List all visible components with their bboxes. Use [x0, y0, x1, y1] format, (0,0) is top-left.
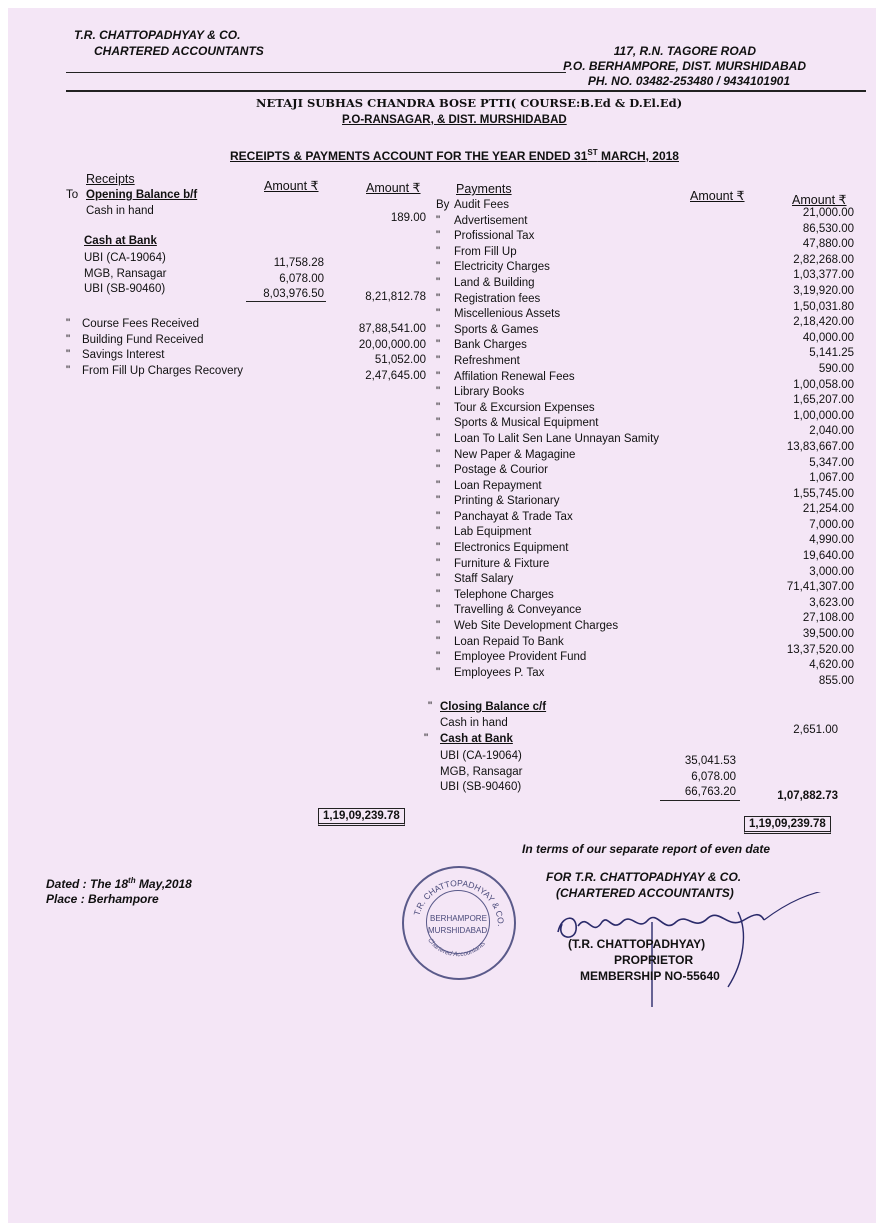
payments-item-mark: "	[436, 448, 441, 461]
payments-item-mark: "	[436, 292, 441, 305]
payments-item-amount: 21,000.00	[802, 207, 854, 219]
payments-item-label: Refreshment	[454, 354, 520, 367]
payments-bank-labels	[440, 749, 522, 796]
payments-item-mark: "	[436, 245, 441, 258]
payments-item-label: Web Site Development Charges	[454, 620, 619, 633]
payments-item-amount: 2,18,420.00	[793, 316, 854, 329]
payments-item-label: Electronics Equipment	[454, 542, 569, 555]
payments-item-mark: "	[436, 417, 441, 430]
receipts-bank-label: UBI (CA-19064)	[84, 252, 166, 264]
payments-item-label: Sports & Musical Equipment	[454, 417, 599, 430]
payments-bank-amount: 6,078.00	[691, 770, 736, 783]
membership-number: MEMBERSHIP NO-55640	[580, 969, 720, 983]
payments-item-label: Sports & Games	[454, 323, 539, 336]
payments-item-amount: 3,19,920.00	[793, 284, 854, 297]
report-note: In terms of our separate report of even date	[522, 842, 771, 856]
receipts-item-amount: 20,00,000.00	[358, 338, 426, 351]
receipts-item-label: Building Fund Received	[82, 333, 204, 346]
payments-item-label: New Paper & Magagine	[454, 448, 576, 461]
receipts-item-marks	[66, 317, 70, 379]
receipts-item-labels	[82, 317, 243, 379]
payments-item-label: Miscellenious Assets	[454, 308, 561, 321]
receipts-bank-label: MGB, Ransagar	[84, 267, 167, 280]
payments-item-marks	[436, 198, 449, 681]
payments-item-label: Employees P. Tax	[454, 666, 545, 679]
payments-item-label: Loan Repayment	[454, 479, 542, 492]
payments-item-mark: "	[436, 308, 441, 321]
payments-item-mark: By	[436, 199, 450, 211]
place: Place : Berhampore	[46, 892, 159, 906]
receipts-item-mark: "	[66, 333, 71, 346]
payments-item-amount: 2,82,268.00	[793, 253, 854, 266]
payments-item-mark: "	[436, 401, 441, 414]
payments-item-label: Audit Fees	[454, 199, 509, 211]
payments-item-mark: "	[436, 666, 441, 679]
payments-item-amount: 855.00	[818, 674, 854, 687]
receipts-item-mark: "	[66, 349, 71, 362]
payments-item-label: Furniture & Fixture	[454, 557, 550, 570]
firm-address-2: P.O. BERHAMPORE, DIST. MURSHIDABAD	[563, 59, 806, 73]
payments-item-amount: 1,65,207.00	[793, 394, 854, 407]
signatory-name: (T.R. CHATTOPADHYAY)	[568, 937, 706, 951]
payments-bank-label: MGB, Ransagar	[440, 765, 523, 778]
receipts-item-label: Savings Interest	[82, 349, 165, 362]
payments-item-mark: "	[436, 339, 441, 352]
payments-item-amount: 5,141.25	[809, 347, 854, 360]
payments-item-amount: 3,000.00	[809, 565, 854, 578]
receipts-bank-total: 8,21,812.78	[365, 291, 426, 303]
for-firm-subtitle: (CHARTERED ACCOUNTANTS)	[556, 886, 734, 900]
firm-address-1: 117, R.N. TAGORE ROAD	[613, 44, 756, 58]
payments-item-mark: "	[436, 276, 441, 289]
cash-at-bank-mark: "	[424, 733, 429, 745]
payments-item-mark: "	[436, 542, 441, 555]
payments-item-label: Panchayat & Trade Tax	[454, 510, 573, 523]
payments-item-amount: 3,623.00	[809, 596, 854, 609]
firm-seal	[402, 866, 516, 980]
payments-cash-at-bank: Cash at Bank	[440, 733, 513, 745]
closing-mark: "	[428, 701, 433, 713]
payments-item-amount: 40,000.00	[802, 331, 854, 344]
payments-item-label: Telephone Charges	[454, 588, 554, 601]
signature-icon	[548, 892, 848, 1012]
payments-cash-in-hand: Cash in hand	[440, 717, 508, 729]
payments-item-mark: "	[436, 214, 441, 227]
payments-item-label: Electricity Charges	[454, 261, 550, 274]
dated: Dated : The 18th May,2018	[46, 876, 192, 891]
payments-item-mark: "	[436, 386, 441, 399]
payments-item-mark: "	[436, 510, 441, 523]
payments-item-mark: "	[436, 479, 441, 492]
payments-item-mark: "	[436, 261, 441, 274]
payments-item-mark: "	[436, 526, 441, 539]
payments-item-amount: 1,067.00	[809, 472, 854, 485]
signatory-role: PROPRIETOR	[614, 953, 694, 967]
payments-item-amount: 1,00,000.00	[793, 409, 854, 422]
receipts-bank-label: UBI (SB-90460)	[84, 283, 166, 296]
receipts-bank-amount: 11,758.28	[273, 257, 324, 269]
receipts-bank-subtotal-rule	[246, 301, 326, 302]
payments-item-mark: "	[436, 323, 441, 336]
firm-phone: PH. NO. 03482-253480 / 9434101901	[587, 74, 790, 88]
payments-item-amount: 21,254.00	[802, 503, 854, 516]
to-label: To	[66, 189, 79, 201]
receipts-bank-amounts	[240, 256, 324, 303]
receipts-cash-in-hand-amount: 189.00	[390, 212, 426, 224]
payments-item-label: Tour & Excursion Expenses	[454, 401, 595, 414]
statement-title: RECEIPTS & PAYMENTS ACCOUNT FOR THE YEAR ENDED 31ST MARCH, 2018	[230, 148, 679, 163]
payments-item-amount: 590.00	[818, 362, 854, 375]
payments-cash-in-hand-amount: 2,651.00	[793, 724, 838, 736]
receipts-bank-amount: 6,078.00	[279, 272, 324, 285]
payments-item-label: Loan Repaid To Bank	[454, 635, 564, 648]
receipts-item-amounts	[326, 322, 426, 384]
payments-grand-total: 1,19,09,239.78	[744, 816, 831, 834]
payments-amount-header: Amount ₹	[690, 189, 745, 203]
seal-inner-text-1: BERHAMPORE	[430, 914, 487, 923]
firm-subtitle: CHARTERED ACCOUNTANTS	[94, 44, 264, 58]
receipts-header: Receipts	[86, 172, 135, 186]
payments-item-amount: 39,500.00	[802, 628, 854, 641]
payments-item-amount: 1,55,745.00	[793, 487, 854, 500]
header-rule-2	[66, 90, 866, 92]
seal-outer-text: T.R. CHATTOPADHYAY & CO.	[411, 877, 507, 927]
payments-item-amount: 2,040.00	[809, 425, 854, 438]
payments-item-mark: "	[436, 620, 441, 633]
payments-item-mark: "	[436, 651, 441, 664]
receipts-bank-labels	[84, 251, 166, 298]
seal-bottom-text: Chartered Accountants	[426, 936, 487, 959]
receipts-item-mark: "	[66, 364, 71, 377]
payments-item-label: Printing & Starionary	[454, 495, 560, 508]
payments-item-mark: "	[436, 370, 441, 383]
payments-header: Payments	[456, 182, 512, 196]
payments-bank-label: UBI (CA-19064)	[440, 750, 522, 762]
receipts-item-amount: 51,052.00	[374, 354, 426, 367]
receipts-amount-header-2: Amount ₹	[366, 181, 421, 195]
payments-item-mark: "	[436, 354, 441, 367]
payments-item-amounts	[748, 206, 854, 689]
payments-item-label: Staff Salary	[454, 573, 514, 586]
payments-item-amount: 4,620.00	[809, 659, 854, 672]
payments-item-amount: 47,880.00	[802, 238, 854, 251]
payments-item-mark: "	[436, 464, 441, 477]
payments-item-label: Affilation Renewal Fees	[454, 370, 575, 383]
firm-name: T.R. CHATTOPADHYAY & CO.	[74, 28, 241, 42]
payments-item-label: Bank Charges	[454, 339, 527, 352]
payments-item-amount: 1,50,031.80	[793, 300, 854, 313]
payments-item-amount: 27,108.00	[802, 612, 854, 625]
payments-amount-header-2: Amount ₹	[792, 193, 847, 207]
receipts-item-amount: 2,47,645.00	[365, 369, 426, 382]
institution-address: P.O-RANSAGAR, & DIST. MURSHIDABAD	[342, 114, 567, 126]
payments-item-amount: 71,41,307.00	[786, 581, 854, 594]
receipts-item-amount: 87,88,541.00	[358, 323, 426, 335]
payments-item-amount: 1,00,058.00	[793, 378, 854, 391]
payments-item-amount: 13,37,520.00	[786, 643, 854, 656]
payments-item-mark: "	[436, 604, 441, 617]
receipts-cash-in-hand: Cash in hand	[86, 205, 154, 217]
for-firm: FOR T.R. CHATTOPADHYAY & CO.	[546, 870, 742, 884]
header-rule-1	[66, 72, 566, 73]
payments-bank-amount: 35,041.53	[684, 755, 736, 767]
payments-item-mark: "	[436, 557, 441, 570]
payments-item-label: Lab Equipment	[454, 526, 532, 539]
payments-item-amount: 7,000.00	[809, 518, 854, 531]
payments-item-amount: 4,990.00	[809, 534, 854, 547]
payments-item-label: Library Books	[454, 386, 525, 399]
seal-inner-text-2: MURSHIDABAD	[428, 926, 488, 935]
payments-item-label: Land & Building	[454, 276, 535, 289]
payments-item-amount: 13,83,667.00	[786, 440, 854, 453]
payments-item-mark: "	[436, 230, 441, 243]
payments-item-mark: "	[436, 495, 441, 508]
receipts-bank-amount: 8,03,976.50	[263, 288, 324, 301]
receipts-item-label: Course Fees Received	[82, 318, 199, 330]
payments-bank-subtotal-rule	[660, 800, 740, 801]
payments-item-label: Travelling & Conveyance	[454, 604, 582, 617]
payments-bank-label: UBI (SB-90460)	[440, 781, 522, 794]
receipts-grand-total: 1,19,09,239.78	[318, 808, 405, 826]
payments-bank-amount: 66,763.20	[684, 786, 736, 799]
payments-item-amount: 86,530.00	[802, 222, 854, 235]
payments-item-mark: "	[436, 588, 441, 601]
receipts-item-label: From Fill Up Charges Recovery	[82, 364, 244, 377]
payments-item-label: From Fill Up	[454, 245, 517, 258]
document-page	[8, 8, 876, 1223]
payments-item-label: Postage & Courior	[454, 464, 548, 477]
payments-item-amount: 5,347.00	[809, 456, 854, 469]
payments-item-labels	[454, 198, 659, 681]
payments-item-label: Advertisement	[454, 214, 528, 227]
payments-item-label: Employee Provident Fund	[454, 651, 587, 664]
payments-item-mark: "	[436, 573, 441, 586]
payments-item-label: Loan To Lalit Sen Lane Unnayan Samity	[454, 432, 660, 445]
opening-balance-label: Opening Balance b/f	[86, 189, 198, 201]
payments-item-amount: 19,640.00	[802, 550, 854, 563]
receipts-cash-at-bank: Cash at Bank	[84, 235, 157, 247]
payments-item-label: Registration fees	[454, 292, 541, 305]
payments-bank-total: 1,07,882.73	[777, 790, 838, 802]
receipts-item-mark: "	[66, 318, 71, 330]
payments-item-label: Profissional Tax	[454, 230, 535, 243]
closing-balance-label: Closing Balance c/f	[440, 701, 547, 713]
institution-name: NETAJI SUBHAS CHANDRA BOSE PTTI( COURSE:B.Ed & D.El.Ed)	[256, 96, 683, 110]
payments-item-mark: "	[436, 432, 441, 445]
payments-item-mark: "	[436, 635, 441, 648]
payments-item-amount: 1,03,377.00	[793, 269, 854, 282]
payments-bank-amounts	[654, 754, 736, 801]
receipts-amount-header: Amount ₹	[264, 179, 319, 193]
